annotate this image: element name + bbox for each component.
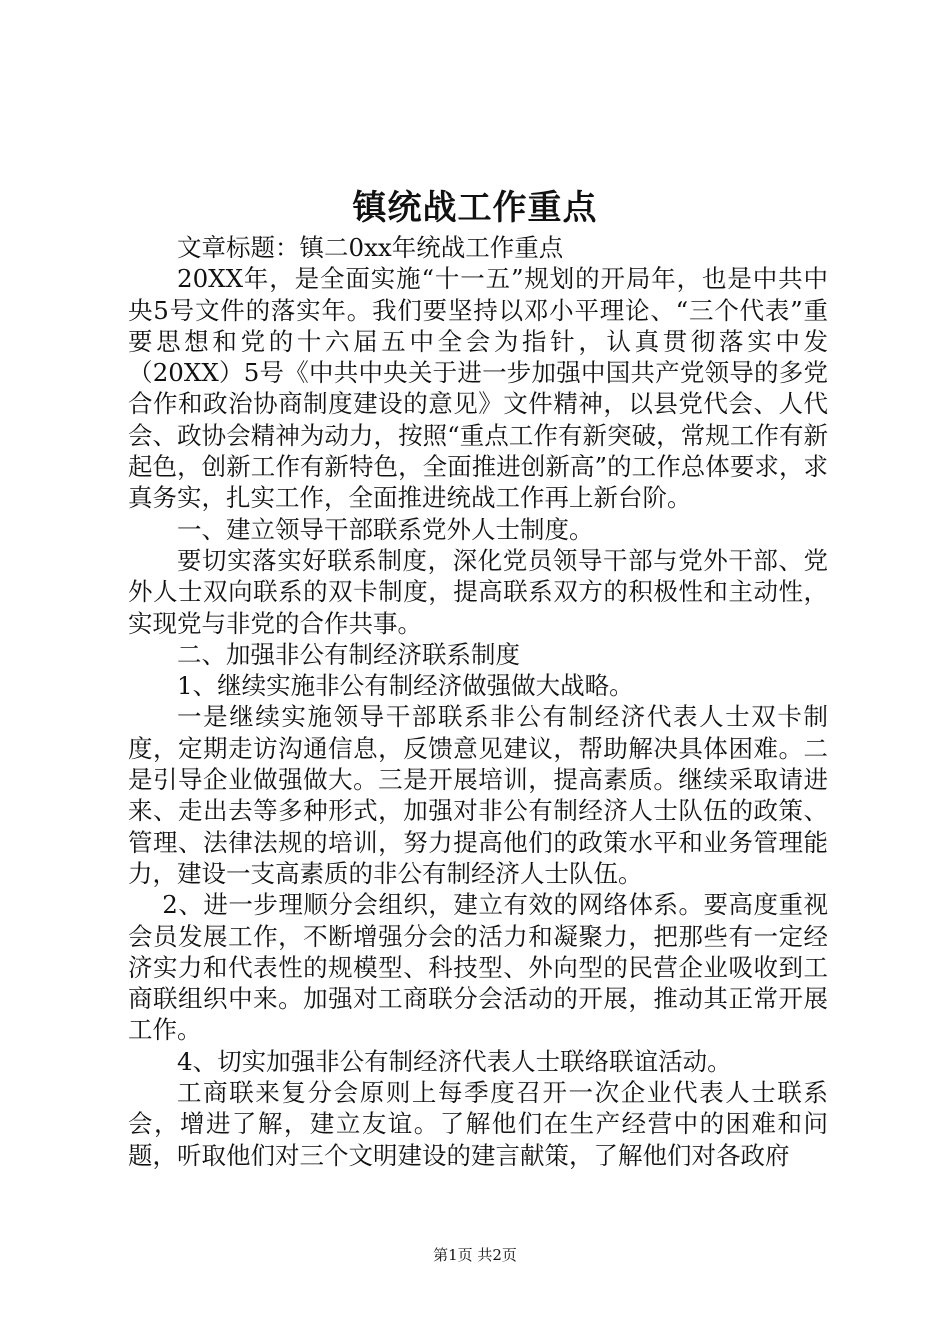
- paragraph-item-1: 一是继续实施领导干部联系非公有制经济代表人士双卡制度，定期走访沟通信息，反馈意见建议，帮助解决具体困难。二是引导企业做强做大。三是开展培训，提高素质。继续采取请进来、走出去等多种形式，加强对非公有制经济人士队伍的政策、管理、法律法规的培训，努力提高他们的政策水平和业务管理能力，建设一支高素质的非公有制经济人士队伍。: [128, 702, 828, 888]
- paragraph-intro: 20XX年，是全面实施“十一五”规划的开局年，也是中共中央5号文件的落实年。我们要坚持以邓小平理论、“三个代表”重要思想和党的十六届五中全会为指针，认真贯彻落实中发（20XX）5号《中共中央关于进一步加强中国共产党领导的多党合作和政治协商制度建设的意见》文件精神，以县党代会、人代会、政协会精神为动力，按照“重点工作有新突破，常规工作有新起色，创新工作有新特色，全面推进创新高”的工作总体要求，求真务实，扎实工作，全面推进统战工作再上新台阶。: [128, 264, 828, 513]
- paragraph-item-4: 工商联来复分会原则上每季度召开一次企业代表人士联系会，增进了解，建立友谊。了解他们在生产经营中的困难和问题，听取他们对三个文明建设的建言献策，了解他们对各政府: [128, 1078, 828, 1170]
- heading-item-1: 1、继续实施非公有制经济做强做大战略。: [177, 671, 634, 701]
- document-body: [128, 232, 828, 1171]
- paragraph-item-2: 2、进一步理顺分会组织，建立有效的网络体系。要高度重视会员发展工作，不断增强分会的活力和凝聚力，把那些有一定经济实力和代表性的规模型、科技型、外向型的民营企业吸收到工商联组织中来。加强对工商联分会活动的开展，推动其正常开展工作。: [128, 890, 828, 1045]
- page-footer: 第1页 共2页: [433, 1246, 517, 1264]
- document-title: 镇统战工作重点: [352, 188, 598, 228]
- heading-item-4: 4、切实加强非公有制经济代表人士联络联谊活动。: [177, 1046, 732, 1076]
- heading-section-1: 一、建立领导干部联系党外人士制度。: [177, 514, 594, 544]
- heading-section-2: 二、加强非公有制经济联系制度: [177, 639, 520, 669]
- paragraph-section-1: 要切实落实好联系制度，深化党员领导干部与党外干部、党外人士双向联系的双卡制度，提高联系双方的积极性和主动性，实现党与非党的合作共事。: [128, 545, 828, 638]
- paragraph-article-title: 文章标题：镇二0xx年统战工作重点: [177, 233, 564, 262]
